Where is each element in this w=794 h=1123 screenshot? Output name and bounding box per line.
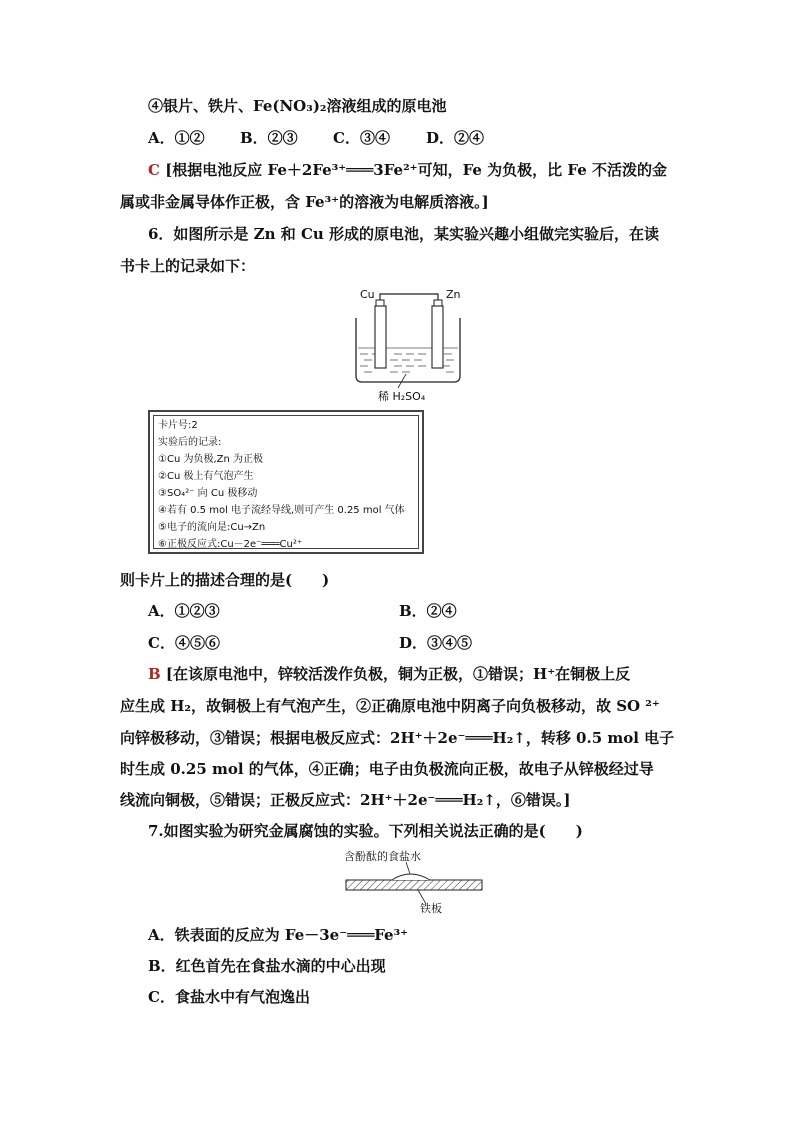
q6-stem-line2: 书卡上的记录如下： (120, 257, 256, 275)
q6-option-a: A．①②③ (148, 602, 220, 620)
q6-question: 则卡片上的描述合理的是( ) (120, 571, 330, 589)
q6-explanation-line5: 线流向铜极，⑤错误；正极反应式：2H⁺＋2e⁻═══H₂↑，⑥错误。] (120, 791, 571, 809)
q5-item4: ④银片、铁片、Fe(NO₃)₂溶液组成的原电池 (148, 97, 447, 115)
record-card (148, 410, 424, 554)
q5-option-b: B．②③ (240, 129, 298, 147)
q6-answer: B (148, 665, 161, 683)
q6-explain-text1: [在该原电池中，锌较活泼作负极，铜为正极，①错误；H⁺在铜极上反 (165, 665, 631, 683)
q6-option-c: C．④⑤⑥ (148, 634, 220, 652)
zn-label: Zn (446, 288, 461, 301)
card-item-3: ③SO₄²⁻ 向 Cu 极移动 (158, 488, 258, 499)
q7-option-c: C．食盐水中有气泡逸出 (148, 988, 310, 1006)
q6-option-d: D．③④⑤ (399, 634, 473, 652)
record-card-inner (153, 415, 419, 549)
q5-explain-text1: [根据电池反应 Fe＋2Fe³⁺═══3Fe²⁺可知，Fe 为负极，比 Fe 不活泼的金 (165, 161, 667, 179)
q6-option-b: B．②④ (399, 602, 457, 620)
galvanic-cell-diagram (350, 284, 470, 404)
salt-water-label: 含酚酞的食盐水 (344, 850, 421, 863)
q5-explanation-line1 (148, 160, 667, 180)
card-item-4: ④若有 0.5 mol 电子流经导线,则可产生 0.25 mol 气体 (158, 505, 405, 516)
q5-option-c: C．③④ (333, 129, 390, 147)
card-number: 卡片号:2 (158, 420, 198, 431)
acid-label: 稀 H₂SO₄ (378, 390, 426, 403)
q5-explanation-line2: 属或非金属导体作正极，含 Fe³⁺的溶液为电解质溶液。] (120, 193, 489, 211)
q5-answer: C (148, 161, 160, 179)
q6-explanation-line3: 向锌极移动，③错误；根据电极反应式：2H⁺＋2e⁻═══H₂↑，转移 0.5 mol 电子 (120, 729, 675, 747)
q6-explanation-line2: 应生成 H₂，故铜极上有气泡产生，②正确原电池中阴离子向负极移动，故 SO ²⁺ (120, 697, 660, 715)
card-item-6: ⑥正极反应式:Cu－2e⁻═══Cu²⁺ (158, 539, 303, 550)
q6-explanation-line1 (148, 664, 630, 684)
card-heading: 实验后的记录: (158, 437, 222, 448)
galvanic-cell-figure (350, 284, 470, 404)
q6-stem-line1: 6．如图所示是 Zn 和 Cu 形成的原电池，某实验兴趣小组做完实验后，在读 (148, 225, 660, 243)
cu-label: Cu (360, 288, 375, 301)
q7-option-b: B．红色首先在食盐水滴的中心出现 (148, 957, 386, 975)
q7-option-a: A．铁表面的反应为 Fe－3e⁻═══Fe³⁺ (148, 926, 409, 944)
card-item-2: ②Cu 极上有气泡产生 (158, 471, 254, 482)
q7-stem: 7.如图实验为研究金属腐蚀的实验。下列相关说法正确的是( ) (148, 822, 583, 840)
card-item-1: ①Cu 为负极,Zn 为正极 (158, 454, 264, 465)
card-item-5: ⑤电子的流向是:Cu→Zn (158, 522, 266, 533)
q6-explanation-line4: 时生成 0.25 mol 的气体，④正确；电子由负极流向正极，故电子从锌极经过导 (120, 760, 654, 778)
q5-option-a: A．①② (148, 129, 205, 147)
corrosion-figure (340, 846, 490, 916)
q5-option-d: D．②④ (426, 129, 485, 147)
iron-plate-label: 铁板 (420, 902, 442, 915)
